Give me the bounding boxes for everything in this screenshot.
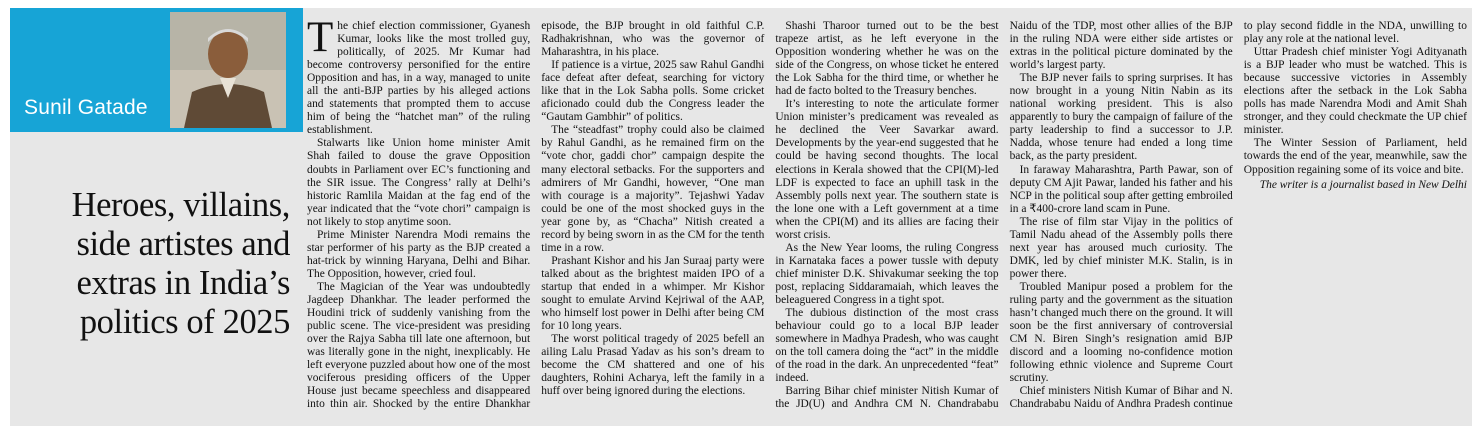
article-paragraph: Uttar Pradesh chief minister Yogi Adityanath is a BJP leader who must be watched. This is because successive victories in Assembly elections after the setback in the Lok Sabha polls has made Narendra Modi and Amit Shah stronger, and they could checkmate the UP chief minister. <box>1243 46 1467 137</box>
headline: Heroes, villains, side artistes and extras in India’s politics of 2025 <box>71 186 290 341</box>
article-paragraph: The chief election commissioner, Gyanesh Kumar, looks like the most trolled guy, politically, of 2025. Mr Kumar had become controversy personified for the entire Opposition and has, in a way, managed to unite all the anti-BJP parties by his alleged actions and statements that prompted them to accuse him of being the “hatchet man” of the ruling establishment. <box>307 14 531 137</box>
article-paragraph: Troubled Manipur posed a problem for the ruling party and the government as the situation hasn’t changed much there on the ground. It will soon be the first anniversary of controversial CM N. Biren Singh’s resignation amid BJP discord and a looming no-confidence motion following ethnic violence and Supreme Court scrutiny. <box>1009 280 1233 385</box>
article-paragraph: In faraway Maharashtra, Parth Pawar, son of deputy CM Ajit Pawar, landed his father and his NCP in the political soup after getting embroiled in a ₹400-crore land scam in Pune. <box>1009 163 1233 215</box>
article-paragraph: Chief ministers Nitish Kumar of Bihar and N. Chandrababu Naidu of Andhra Pradesh continue to play second fiddle in the NDA, unwilling to play any role at the national level. <box>1009 20 1467 411</box>
article-paragraph: It’s interesting to note the articulate former Union minister’s predicament was revealed as he declined the Veer Savarkar award. Developments by the year-end suggested that he could be having second thoughts. The local elections in Kerala showed that the CPI(M)-led LDF is expected to face an uphill task in the Assembly polls next year. The southern state is the lone one with a Left government at a time when the CPI(M) and its allies are facing their worst crisis. <box>775 98 999 241</box>
author-photo <box>170 12 286 128</box>
byline-band <box>10 8 303 132</box>
newspaper-column-page <box>10 8 1472 426</box>
article-paragraph: Prashant Kishor and his Jan Suraaj party were talked about as the brightest maiden IPO of a startup that ended in a whimper. Mr Kishor sought to emulate Arvind Kejriwal of the AAP, who himself lost power in Delhi after being CM for 10 long years. <box>541 254 765 333</box>
article-paragraph: The rise of film star Vijay in the politics of Tamil Nadu ahead of the Assembly polls there next year has aroused much curiosity. The DMK, led by chief minister M.K. Stalin, is in power there. <box>1009 215 1233 280</box>
article-paragraph: The dubious distinction of the most crass behaviour could go to a local BJP leader somewhere in Madhya Pradesh, who was caught on the toll camera doing the “act” in the middle of the road in the dark. An unprecedented “feat” indeed. <box>775 307 999 385</box>
article-paragraph: The worst political tragedy of 2025 befell an ailing Lalu Prasad Yadav as his son’s dream to become the CM shattered and one of his daughters, Rohini Acharya, left the family in a huff over being ignored during the elections. <box>541 333 765 398</box>
article-paragraph: The BJP never fails to spring surprises. It has now brought in a young Nitin Nabin as its national working president. This is also apparently to bury the campaign of failure of the party leadership to find a successor to J.P. Nadda, whose tenure had ended a long time back, as the party president. <box>1009 72 1233 163</box>
author-byline: Sunil Gatade <box>24 96 148 119</box>
article-paragraph: As the New Year looms, the ruling Congress in Karnataka faces a power tussle with deputy chief minister D.K. Shivakumar seeking the top post, replacing Siddaramaiah, which leaves the beleaguered Congress in a tight spot. <box>775 241 999 306</box>
author-credit: The writer is a journalist based in New Delhi <box>1259 178 1467 191</box>
article-paragraph: The Magician of the Year was undoubtedly Jagdeep Dhankhar. The leader performed the Houdini trick of suddenly vanishing from the public scene. The vice-president was presiding over the Rajya Sabha till late one afternoon, but was literally gone in the night, inexplicably. He left everyone puzzled about how one of the most vociferous presiding officers of the Upper House just became speechless and disappeared into thin air. Shocked by the entire Dhankhar episode, the BJP brought in old faithful C.P. Radhakrishnan, who was the governor of Maharashtra, in his place. <box>307 20 765 411</box>
article-paragraph: Prime Minister Narendra Modi remains the star performer of his party as the BJP created a hat-trick by winning Haryana, Delhi and Bihar. The Opposition, however, cried foul. <box>307 228 531 280</box>
article-paragraph: If patience is a virtue, 2025 saw Rahul Gandhi face defeat after defeat, searching for victory like that in the Lok Sabha polls. Some cricket aficionado could dub the Congress leader the “Gautam Gambhir” of politics. <box>541 59 765 124</box>
article-paragraph: The “steadfast” trophy could also be claimed by Rahul Gandhi, as he remained firm on the “vote chor, gaddi chor” campaign despite the many electoral setbacks. For the supporters and admirers of Mr Gandhi, however, “One man with courage is a majority”. Tejashwi Yadav could be one of the most shocked guys in the year gone by, as “Chacha” Nitish created a record by being sworn in as the CM for the tenth time in a row. <box>541 124 765 254</box>
article-paragraph: Barring Bihar chief minister Nitish Kumar of the JD(U) and Andhra CM N. Chandrababu Naidu of the TDP, most other allies of the BJP in the ruling NDA were either side artistes or extras in the political picture dominated by the world’s largest party. <box>775 20 1233 411</box>
article-paragraph: Stalwarts like Union home minister Amit Shah failed to douse the grave Opposition doubts in Parliament over EC’s functioning and the SIR issue. The Congress’ rally at Delhi’s historic Ramlila Maidan at the fag end of the year indicated that the “vote chori” campaign is not likely to stop anytime soon. <box>307 137 531 228</box>
article-paragraph: Shashi Tharoor turned out to be the best trapeze artist, as he left everyone in the Opposition wondering whether he was on the side of the Congress, on whose ticket he entered the Lok Sabha for the third time, or whether he had de facto bolted to the Treasury benches. <box>775 20 999 98</box>
drop-cap: T <box>307 14 334 61</box>
header-panel <box>10 8 303 426</box>
article-body <box>307 14 1467 424</box>
article-paragraph: The Winter Session of Parliament, held towards the end of the year, meanwhile, saw the Opposition regaining some of its voice and bite. <box>1243 137 1467 176</box>
